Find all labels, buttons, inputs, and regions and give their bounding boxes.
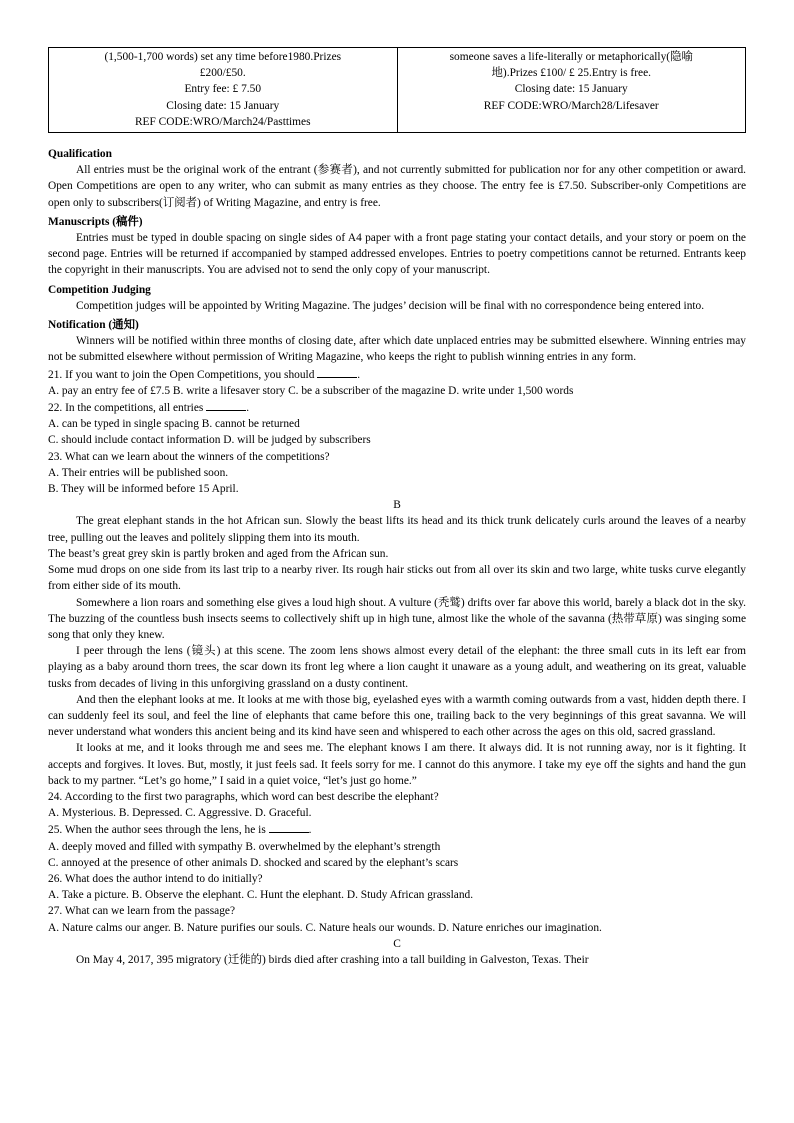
judging-text: Competition judges will be appointed by Writing Magazine. The judges’ decision will be final with no correspondence being entered into. [76, 299, 705, 312]
passage-c-paragraph: On May 4, 2017, 395 migratory (迁徙的) birds died after crashing into a tall building in Galveston, Texas. Their [76, 953, 589, 966]
answer-blank [269, 821, 309, 833]
question-26: 26. What does the author intend to do initially? [48, 872, 263, 885]
question-25-options-2: C. annoyed at the presence of other animals D. shocked and scared by the elephant’s scars [48, 856, 459, 869]
qualification-heading: Qualification [48, 148, 112, 161]
question-21-options: A. pay an entry fee of £7.5 B. write a lifesaver story C. be a subscriber of the magazine D. write under 1,500 words [48, 384, 574, 397]
table-line: £200/£50. [199, 67, 246, 80]
judging-heading: Competition Judging [48, 283, 151, 296]
passage-b-paragraph: I peer through the lens (镜头) at this scene. The zoom lens shows almost every detail of the elephant: the three small cuts in its left ear from playing as a baby around thorn trees, the scar down its front leg where a lion caught it unaware as a young adult, and weathering on its great, valuable tusks from decades of living in this unforgiving grassland on a dusty continent. [48, 645, 746, 690]
question-25: 25. When the author sees through the lens, he is . [48, 821, 746, 838]
passage-b-paragraph: It looks at me, and it looks through me and sees me. The elephant knows I am there. It always did. It is not running away, nor is it fighting. It accepts and forgives. It loves. But, mostly, it just feels sad. It feels sorry for me. I cannot do this anymore. I take my eye off the sights and hand the gun back to my partner. “Let’s go home,” I said in a quiet voice, “let’s just go home.” [48, 742, 746, 787]
table-line: Closing date: 15 January [166, 99, 280, 112]
table-line: Closing date: 15 January [514, 83, 628, 96]
question-22-options-2: C. should include contact information D. will be judged by subscribers [48, 434, 371, 447]
passage-b-paragraph: And then the elephant looks at me. It looks at me with those big, eyelashed eyes with a warmth coming outwards from a vast, hidden depth there. I can suddenly feel its soul, and feel the line of elephants that came before this one, trailing back to the very beginnings of this great savanna. We will never understand what wonders this ancient being and its kind have seen and whispered to each other across the ages on this old, sacred grassland. [48, 693, 746, 739]
question-27: 27. What can we learn from the passage? [48, 905, 236, 918]
passage-c-label: C [393, 937, 401, 950]
question-26-options: A. Take a picture. B. Observe the elephant. C. Hunt the elephant. D. Study African grassland. [48, 889, 474, 902]
competition-cell-lifesaver [397, 48, 746, 133]
question-22-text: 22. In the competitions, all entries [48, 402, 204, 415]
question-23: 23. What can we learn about the winners of the competitions? [48, 450, 330, 463]
passage-b-paragraph: Some mud drops on one side from its last trip to a nearby river. Its rough hair sticks out from all over its skin and two large, white tusks curve elegantly from either side of its mouth. [48, 564, 746, 593]
competition-cell-pasttimes [49, 48, 398, 133]
manuscripts-heading: Manuscripts (稿件) [48, 215, 143, 228]
table-line: Entry fee: £ 7.50 [184, 83, 262, 96]
notification-text: Winners will be notified within three months of closing date, after which date unplaced entries may be submitted elsewhere. Winning entries may not be submitted elsewhere without permission of Writing Magazine, who keeps the right to publish winning entries in any form. [48, 335, 746, 364]
passage-b-paragraph: The great elephant stands in the hot African sun. Slowly the beast lifts its head and its thick trunk delicately curls around the leaves of a nearby tree, pulling out the leaves and politely slipping them into its mouth. [48, 515, 746, 544]
qualification-text: All entries must be the original work of the entrant (参赛者), and not currently submitted for publication nor for any other competition or award. Open Competitions are open to any writer, who can submit as many entries as they choose. The entry fee is £7.50. Subscriber-only Competitions are open only to subscribers(订阅者) of Writing Magazine, and entry is free. [48, 164, 746, 209]
question-25-options-1: A. deeply moved and filled with sympathy B. overwhelmed by the elephant’s strength [48, 840, 441, 853]
answer-blank [317, 366, 357, 378]
table-line: REF CODE:WRO/March28/Lifesaver [483, 99, 659, 112]
answer-blank [206, 399, 246, 411]
table-line: REF CODE:WRO/March24/Pasttimes [134, 115, 311, 128]
question-22-options-1: A. can be typed in single spacing B. cannot be returned [48, 418, 300, 431]
question-23-option-a: A. Their entries will be published soon. [48, 466, 229, 479]
question-25-text: 25. When the author sees through the lens, he is [48, 824, 266, 837]
competition-table [48, 47, 746, 133]
table-line: 地).Prizes £100/ £ 25.Entry is free. [491, 67, 651, 80]
manuscripts-text: Entries must be typed in double spacing on single sides of A4 paper with a front page stating your contact details, and your story or poem on the second page. Entries will be returned if accompanied by stamped addressed envelopes. Entries to poetry competitions cannot be returned. Entrants keep the copyright in their manuscripts. You are advised not to send the only copy of your manuscript. [48, 232, 746, 277]
question-23-option-b: B. They will be informed before 15 April. [48, 483, 239, 496]
question-24: 24. According to the first two paragraphs, which word can best describe the elephant? [48, 790, 439, 803]
question-21: 21. If you want to join the Open Competitions, you should . [48, 366, 746, 383]
passage-b-paragraph: The beast’s great grey skin is partly broken and aged from the African sun. [48, 547, 389, 560]
passage-b-label: B [393, 499, 401, 512]
notification-heading: Notification (通知) [48, 319, 139, 332]
question-21-text: 21. If you want to join the Open Competitions, you should [48, 368, 315, 381]
table-line: (1,500-1,700 words) set any time before1980.Prizes [104, 51, 342, 63]
table-line: someone saves a life-literally or metaphorically(隐喻 [449, 51, 693, 63]
passage-b-paragraph: Somewhere a lion roars and something else gives a loud high shout. A vulture (秃鹫) drifts over far above this world, barely a black dot in the sky. The buzzing of the countless bush insects seems to collectively shift up in high tune, almost like the whole of the savanna (热带草原) was singing some song that only they knew. [48, 596, 746, 641]
question-22: 22. In the competitions, all entries . [48, 399, 746, 416]
question-27-options: A. Nature calms our anger. B. Nature purifies our souls. C. Nature heals our wounds. D. Nature enriches our imagination. [48, 921, 602, 934]
document-page [48, 47, 746, 968]
question-24-options: A. Mysterious. B. Depressed. C. Aggressive. D. Graceful. [48, 807, 312, 820]
